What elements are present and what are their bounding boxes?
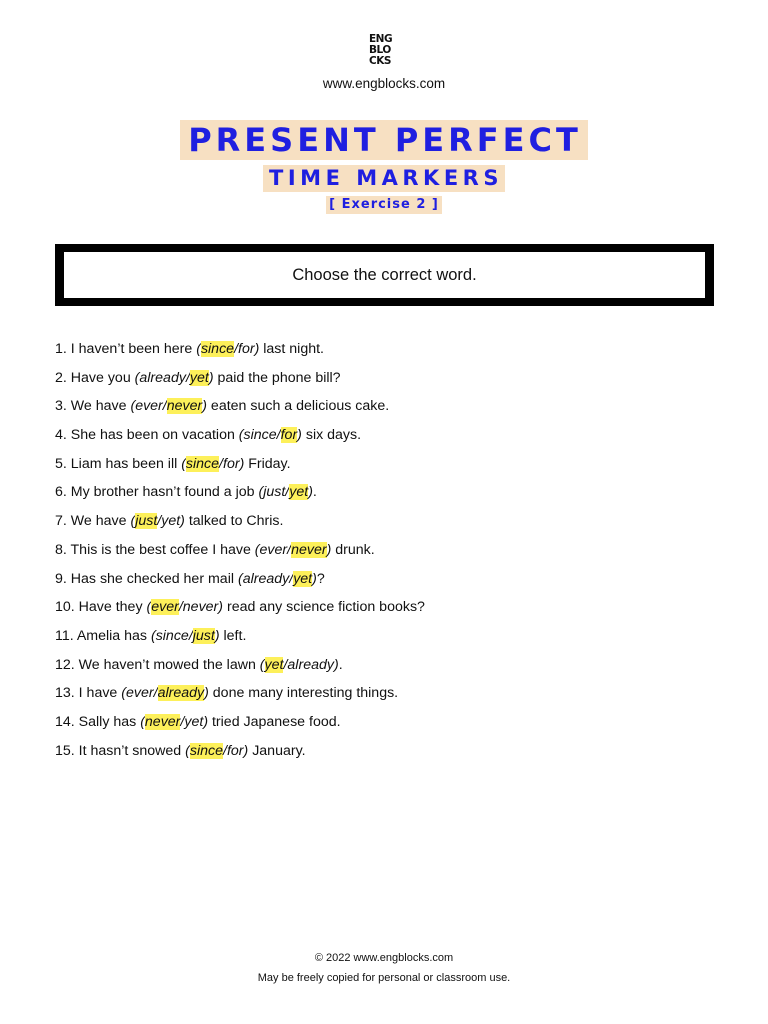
option-bracket: ) — [204, 685, 209, 702]
option-1[interactable]: ever — [259, 541, 288, 558]
option-bracket: ) — [243, 742, 249, 759]
option-bracket: ( — [259, 656, 265, 673]
option-separator: / — [276, 427, 281, 444]
question-text: 3. We have — [55, 398, 131, 415]
option-bracket: ( — [130, 513, 136, 530]
option-bracket: ( — [237, 570, 243, 587]
option-bracket: ( — [130, 398, 136, 415]
option-1[interactable]: since — [185, 455, 220, 472]
question-text: 15. It hasn’t snowed — [55, 742, 186, 759]
question-text: talked to Chris. — [184, 513, 284, 530]
option-bracket: ) — [308, 484, 313, 501]
question-text: paid the phone bill? — [213, 369, 341, 386]
instruction-text: Choose the correct word. — [292, 265, 477, 284]
answer-options — [260, 657, 339, 673]
option-separator: / — [180, 713, 185, 730]
option-2[interactable]: already — [287, 656, 334, 673]
option-2[interactable]: for — [223, 455, 240, 472]
question-item — [55, 597, 715, 626]
footer-note: May be freely copied for personal or classroom use. — [257, 972, 511, 984]
option-separator: / — [223, 742, 227, 759]
option-2[interactable]: never — [166, 398, 203, 415]
question-text: 1. I haven’t been here — [55, 341, 197, 357]
question-text: 4. She has been on vacation — [55, 427, 239, 444]
question-text: read any science fiction books? — [223, 599, 425, 616]
question-text: left. — [219, 627, 247, 644]
site-url: www.engblocks.com — [322, 76, 446, 91]
option-bracket: ) — [312, 570, 317, 587]
question-text: 5. Liam has been ill — [55, 455, 182, 472]
option-2[interactable]: yet — [289, 484, 309, 501]
title-wrap — [0, 120, 768, 160]
option-2[interactable]: yet — [293, 570, 313, 587]
page-subtitle: TIME MARKERS — [263, 165, 505, 192]
question-text: tried Japanese food. — [208, 713, 341, 730]
option-2[interactable]: already — [157, 685, 205, 702]
option-2[interactable]: never — [182, 599, 219, 616]
question-text: Friday. — [244, 455, 291, 472]
question-item — [55, 569, 715, 598]
option-1[interactable]: since — [243, 427, 277, 444]
logo-line: ENG — [369, 33, 393, 45]
option-bracket: ( — [185, 742, 190, 759]
option-bracket: ) — [333, 656, 339, 673]
question-text: ? — [316, 570, 325, 587]
option-separator: / — [234, 341, 239, 357]
option-bracket: ) — [254, 341, 260, 357]
question-item — [55, 712, 715, 741]
option-separator: / — [283, 656, 288, 673]
option-1[interactable]: ever — [135, 398, 163, 415]
answer-options — [130, 398, 207, 414]
question-text: 7. We have — [55, 513, 131, 530]
option-bracket: ( — [254, 541, 260, 558]
option-2[interactable]: never — [291, 541, 327, 558]
question-item — [55, 482, 715, 511]
option-1[interactable]: already — [139, 369, 186, 386]
option-bracket: ) — [218, 599, 224, 616]
question-item — [55, 425, 715, 454]
answer-options — [147, 599, 224, 615]
question-item — [55, 540, 715, 569]
question-list — [55, 339, 715, 769]
question-text: 6. My brother hasn’t found a job — [55, 484, 259, 501]
answer-options — [181, 456, 244, 472]
exercise-wrap — [0, 195, 768, 214]
option-1[interactable]: ever — [151, 599, 179, 616]
question-text: . — [338, 656, 343, 673]
question-item — [55, 683, 715, 712]
answer-options — [140, 714, 208, 730]
option-separator: / — [178, 599, 183, 616]
question-item — [55, 396, 715, 425]
footer-copyright: © 2022 www.engblocks.com — [314, 952, 454, 964]
subtitle-wrap — [0, 165, 768, 192]
option-2[interactable]: for — [238, 341, 255, 357]
question-text: done many interesting things. — [208, 685, 399, 702]
question-text: last night. — [259, 341, 324, 357]
option-2[interactable]: for — [226, 742, 244, 759]
option-1[interactable]: since — [200, 341, 235, 357]
option-bracket: ) — [239, 455, 245, 472]
answer-options — [130, 513, 184, 529]
question-text: six days. — [301, 427, 362, 444]
option-separator: / — [185, 369, 190, 386]
logo-line: BLO — [369, 44, 391, 56]
option-bracket: ) — [297, 427, 302, 444]
option-1[interactable]: already — [242, 570, 290, 587]
option-bracket: ( — [140, 713, 145, 730]
question-text: 13. I have — [55, 685, 122, 702]
question-text: 11. Amelia has — [55, 627, 151, 644]
option-bracket: ) — [203, 713, 209, 730]
option-separator: / — [157, 513, 162, 530]
question-text: 8. This is the best coffee I have — [55, 541, 255, 558]
question-text: drunk. — [331, 541, 375, 558]
option-bracket: ( — [150, 627, 156, 644]
question-item — [55, 511, 715, 540]
question-item — [55, 741, 715, 770]
option-bracket: ( — [196, 341, 201, 357]
option-separator: / — [162, 398, 167, 415]
question-text: eaten such a delicious cake. — [206, 398, 390, 415]
page-title: PRESENT PERFECT — [180, 120, 588, 160]
question-text: 9. Has she checked her mail — [55, 570, 238, 587]
question-item — [55, 655, 715, 684]
option-1[interactable]: since — [189, 742, 223, 759]
option-1[interactable]: never — [144, 713, 181, 730]
option-2[interactable]: yet — [161, 513, 181, 530]
option-1[interactable]: just — [135, 513, 158, 530]
answer-options — [185, 743, 248, 759]
question-text: 12. We haven’t mowed the lawn — [55, 656, 260, 673]
answer-options — [151, 628, 220, 644]
question-item — [55, 454, 715, 483]
option-1[interactable]: ever — [126, 685, 154, 702]
answer-options — [239, 427, 302, 443]
answer-options — [258, 484, 312, 500]
question-text: 14. Sally has — [55, 713, 141, 730]
option-bracket: ( — [258, 484, 264, 501]
option-bracket: ( — [121, 685, 126, 702]
option-2[interactable]: for — [280, 427, 298, 444]
option-2[interactable]: just — [192, 627, 215, 644]
answer-options — [121, 685, 209, 701]
option-separator: / — [287, 541, 292, 558]
question-text: 2. Have you — [55, 369, 135, 386]
option-bracket: ) — [326, 541, 332, 558]
option-2[interactable]: yet — [184, 713, 204, 730]
instruction-box — [55, 244, 714, 306]
option-bracket: ( — [134, 369, 140, 386]
answer-options — [135, 370, 214, 386]
answer-options — [196, 341, 259, 357]
logo-line: CKS — [369, 55, 391, 67]
option-separator: / — [289, 570, 294, 587]
option-1[interactable]: just — [263, 484, 286, 501]
option-bracket: ) — [208, 369, 214, 386]
question-text: 10. Have they — [55, 599, 147, 616]
option-bracket: ) — [214, 627, 220, 644]
question-text: . — [312, 484, 317, 501]
question-item — [55, 368, 715, 397]
option-2[interactable]: yet — [189, 369, 209, 386]
option-bracket: ( — [238, 427, 244, 444]
option-bracket: ) — [180, 513, 185, 530]
answer-options — [238, 571, 317, 587]
option-separator: / — [153, 685, 158, 702]
question-item — [55, 626, 715, 655]
engblocks-logo — [369, 34, 399, 68]
option-1[interactable]: yet — [264, 656, 284, 673]
option-1[interactable]: since — [155, 627, 189, 644]
exercise-label: [ Exercise 2 ] — [326, 196, 442, 214]
question-item — [55, 339, 715, 368]
option-separator: / — [188, 627, 193, 644]
option-separator: / — [285, 484, 290, 501]
option-separator: / — [219, 455, 223, 472]
option-bracket: ( — [146, 599, 152, 616]
option-bracket: ( — [181, 455, 186, 472]
question-text: January. — [248, 742, 306, 759]
option-bracket: ) — [202, 398, 207, 415]
answer-options — [255, 542, 332, 558]
